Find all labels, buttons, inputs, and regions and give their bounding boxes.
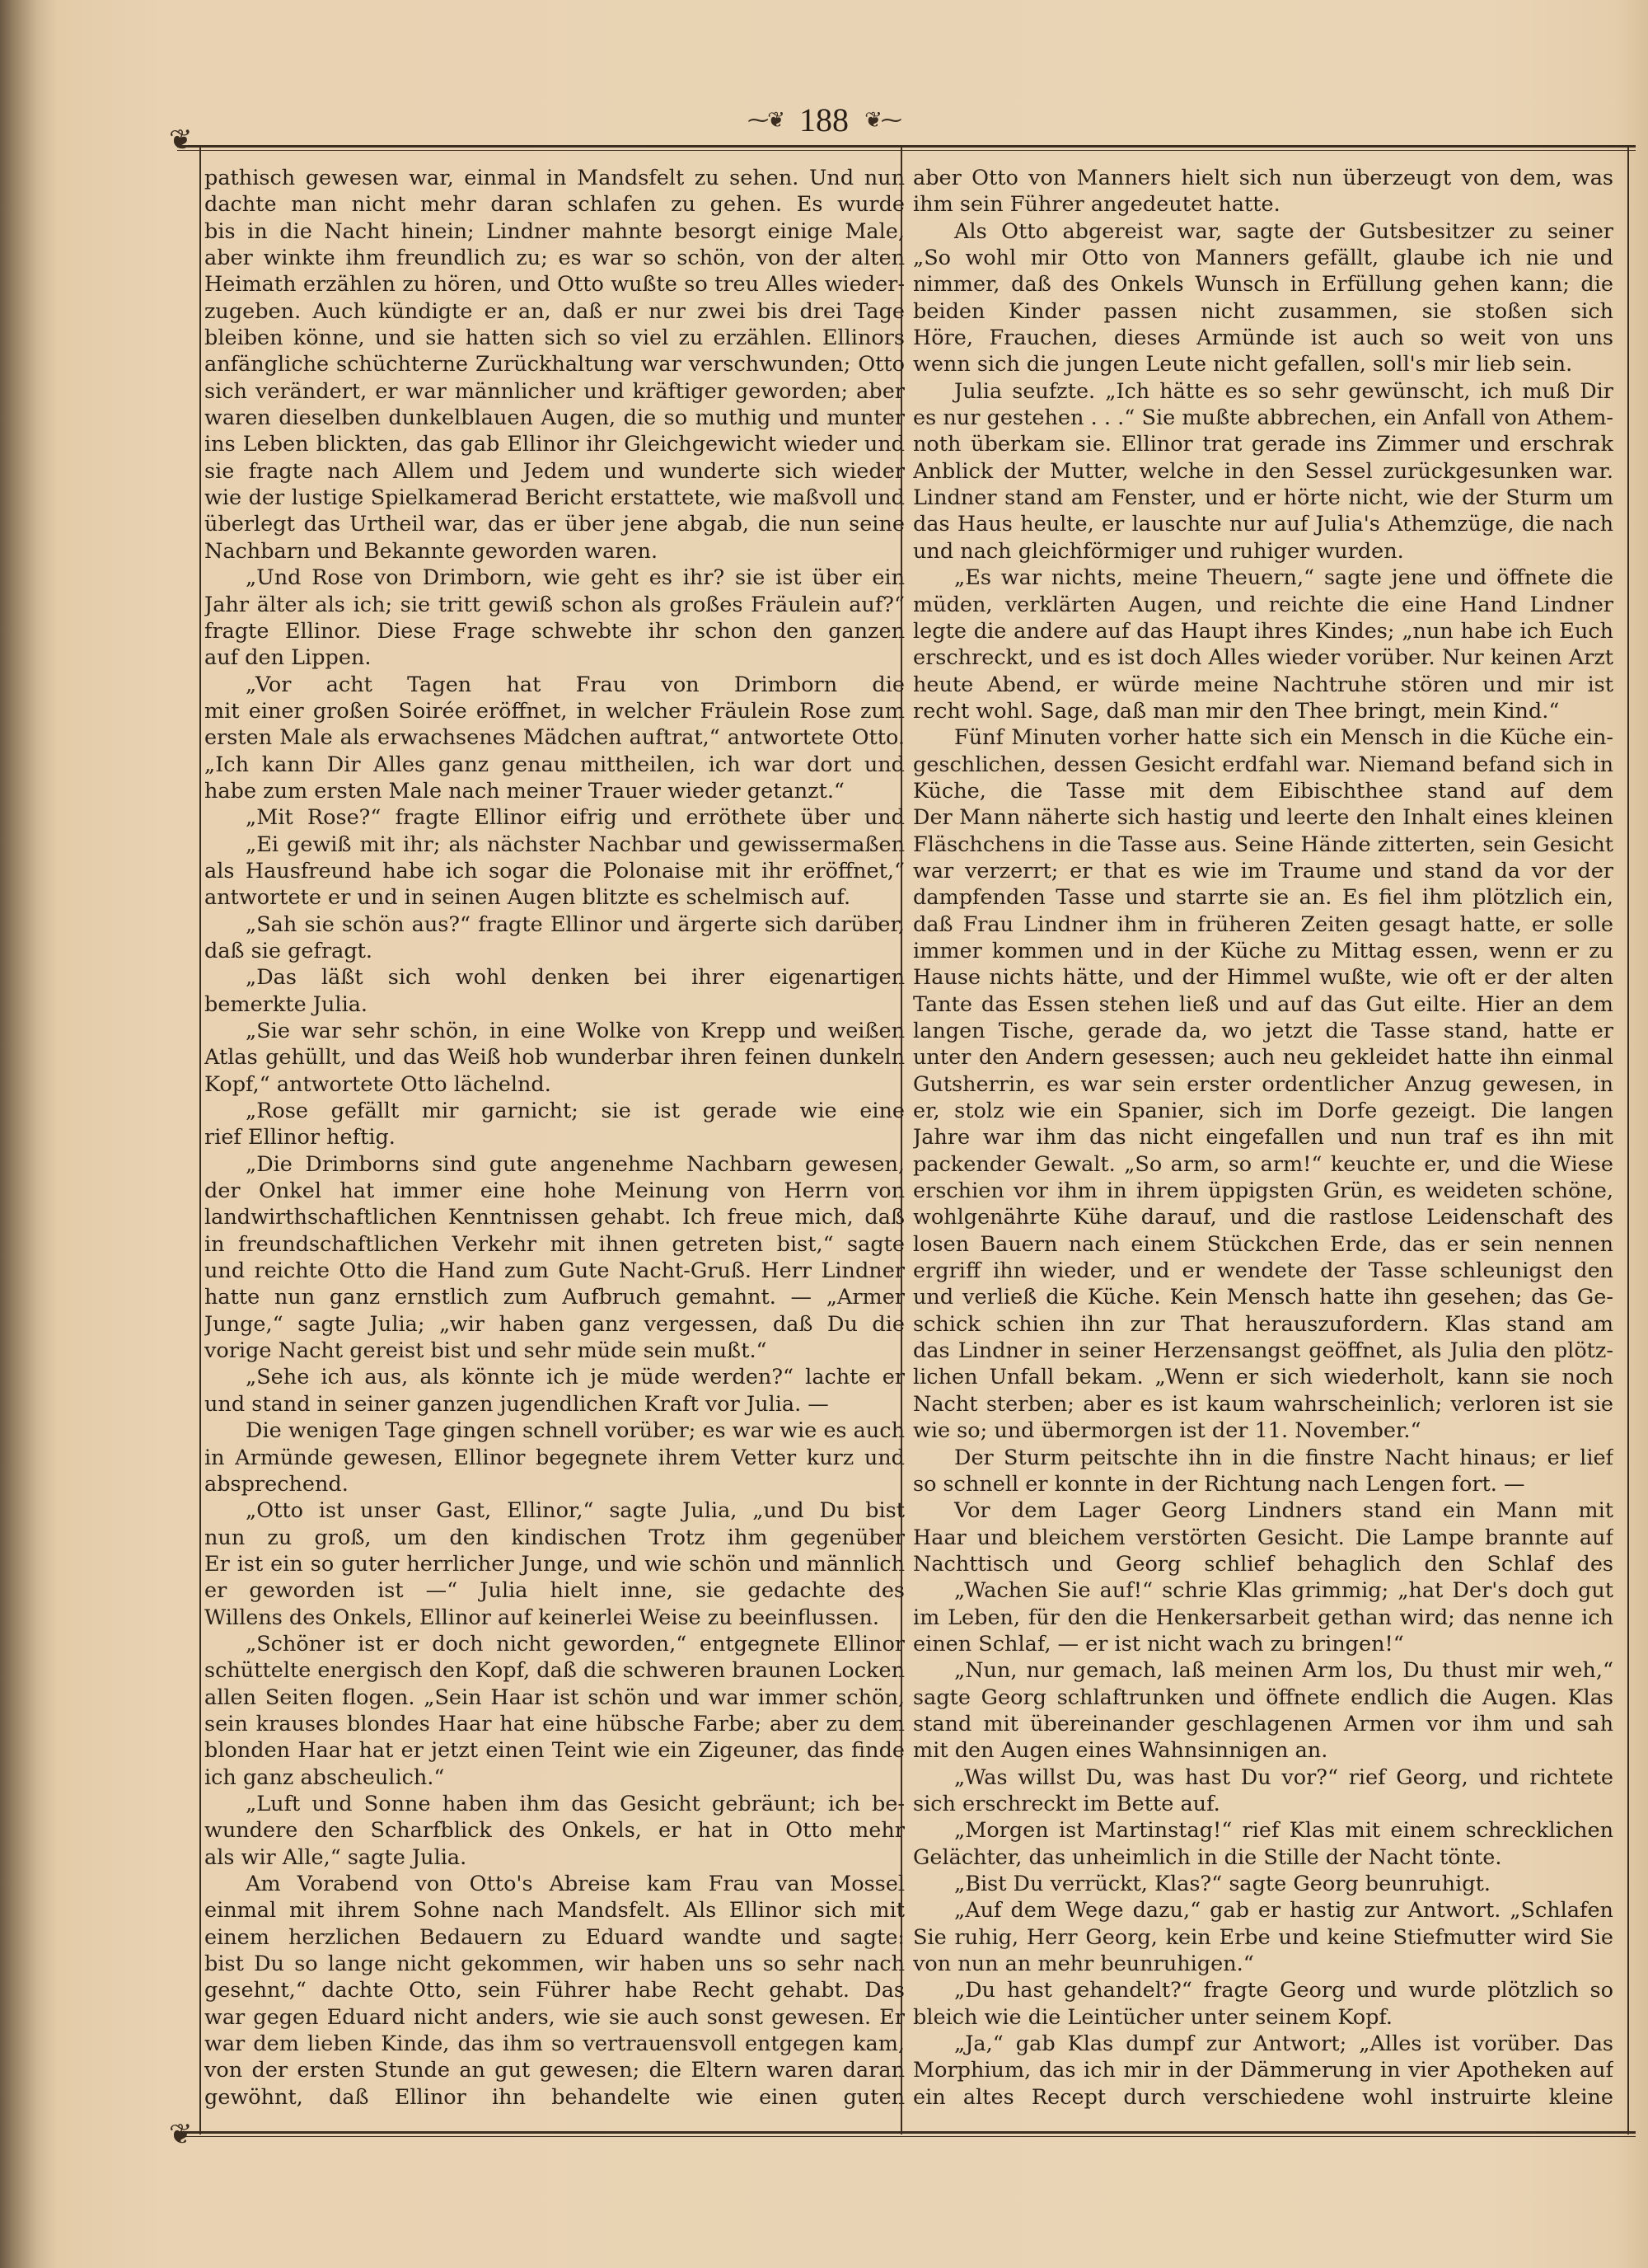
page-header bbox=[0, 101, 1648, 139]
text-line: geschlichen, dessen Gesicht erdfahl war. Niemand befand sich in bbox=[913, 752, 1613, 777]
text-line: Der Mann näherte sich hastig und leerte den Inhalt eines kleinen bbox=[913, 805, 1613, 831]
text-line: hatte nun ganz ernstlich zum Aufbruch gemahnt. — „Armer bbox=[204, 1285, 905, 1310]
text-line: mit den Augen eines Wahnsinnigen an. bbox=[913, 1738, 1328, 1764]
text-line: Jahre war ihm das nicht eingefallen und nun traf es ihn mit bbox=[913, 1125, 1613, 1150]
text-line: „Luft und Sonne haben ihm das Gesicht gebräunt; ich be- bbox=[246, 1791, 905, 1816]
paragraph bbox=[204, 1631, 905, 1791]
text-line: legte die andere auf das Haupt ihres Kindes; „nun habe ich Euch bbox=[913, 618, 1613, 644]
text-line: „Mit Rose?“ fragte Ellinor eifrig und erröthete über und bbox=[246, 805, 905, 831]
text-line: von nun an mehr beunruhigen.“ bbox=[913, 1952, 1254, 1977]
paragraph bbox=[913, 2031, 1613, 2111]
right-frame-line bbox=[1627, 147, 1629, 2134]
text-line: müden, verklärten Augen, und reichte die eine Hand Lindner bbox=[913, 592, 1613, 617]
text-line: es nur gestehen . . .“ Sie mußte abbrechen, ein Anfall von Athem- bbox=[913, 405, 1613, 431]
top-rule bbox=[177, 145, 1636, 151]
text-line: noth überkam sie. Ellinor trat gerade ins Zimmer und erschrak bbox=[913, 432, 1613, 457]
text-line: und stand in seiner ganzen jugendlichen Kraft vor Julia. — bbox=[204, 1391, 829, 1417]
text-line: nun zu groß, um den kindischen Trotz ihm gegenüber bbox=[204, 1525, 905, 1550]
ornament-right-icon: ❦⁓ bbox=[864, 107, 901, 133]
text-line: Er ist ein so guter herrlicher Junge, und wie schön und männlich bbox=[204, 1551, 905, 1577]
text-line: Fläschchens in die Tasse aus. Seine Hände zitterten, sein Gesicht bbox=[913, 832, 1613, 857]
text-line: in Armünde gewesen, Ellinor begegnete ihrem Vetter kurz und bbox=[204, 1445, 905, 1470]
paragraph bbox=[913, 565, 1613, 724]
text-line: sie fragte nach Allem und Jedem und wunderte sich wieder bbox=[204, 458, 905, 484]
text-line: von der ersten Stunde an gut gewesen; die Eltern waren daran bbox=[204, 2058, 905, 2083]
text-line: wenn sich die jungen Leute nicht gefallen, soll's mir lieb sein. bbox=[913, 352, 1573, 377]
paragraph bbox=[204, 1098, 905, 1151]
text-line: „Wachen Sie auf!“ schrie Klas grimmig; „hat Der's doch gut bbox=[954, 1578, 1613, 1604]
text-line: Nachbarn und Bekannte geworden waren. bbox=[204, 538, 658, 564]
text-line: „Auf dem Wege dazu,“ gab er hastig zur Antwort. „Schlafen bbox=[954, 1898, 1613, 1924]
text-line: „Bist Du verrückt, Klas?“ sagte Georg beunruhigt. bbox=[954, 1872, 1491, 1896]
text-line: pathisch gewesen war, einmal in Mandsfelt zu sehen. Und nun bbox=[204, 166, 905, 190]
text-line: im Leben, für den die Henkersarbeit gethan wird; das nenne ich bbox=[913, 1605, 1613, 1630]
text-line: daß sie gefragt. bbox=[204, 938, 373, 963]
text-line: losen Bauern nach einem Stückchen Erde, das er sein nennen bbox=[913, 1231, 1613, 1257]
text-line: immer kommen und in der Küche zu Mittag essen, wenn er zu bbox=[913, 938, 1613, 963]
corner-ornament-icon: ❦ bbox=[169, 124, 193, 157]
text-line: fragte Ellinor. Diese Frage schwebte ihr schon den ganzen bbox=[204, 618, 905, 644]
text-line: „Vor acht Tagen hat Frau von Drimborn die bbox=[246, 672, 905, 697]
text-line: und nach gleichförmiger und ruhiger wurden. bbox=[913, 538, 1404, 564]
paragraph bbox=[204, 804, 905, 831]
text-line: Als Otto abgereist war, sagte der Gutsbesitzer zu seiner bbox=[954, 218, 1613, 244]
text-line: lichen Unfall bekam. „Wenn er sich wiederholt, kann sie noch bbox=[913, 1365, 1613, 1390]
text-line: Nacht sterben; aber es ist kaum wahrscheinlich; verloren ist sie bbox=[913, 1391, 1613, 1417]
text-line: schüttelte energisch den Kopf, daß die schweren braunen Locken bbox=[204, 1658, 905, 1684]
text-line: Höre, Frauchen, dieses Armünde ist auch so weit von uns bbox=[913, 326, 1613, 351]
text-line: „Schöner ist er doch nicht geworden,“ entgegnete Ellinor bbox=[246, 1631, 905, 1656]
paragraph bbox=[204, 1418, 905, 1497]
text-line: sich erschreckt im Bette auf. bbox=[913, 1791, 1220, 1816]
paragraph bbox=[204, 1871, 905, 2111]
text-line: „Und Rose von Drimborn, wie geht es ihr? sie ist über ein bbox=[246, 565, 905, 591]
text-line: vorige Nacht gereist bist und sehr müde sein mußt.“ bbox=[204, 1338, 767, 1364]
paragraph bbox=[204, 1791, 905, 1871]
text-line: ich ganz abscheulich.“ bbox=[204, 1764, 445, 1790]
text-line: „Es war nichts, meine Theuern,“ sagte jene und öffnete die bbox=[954, 565, 1613, 591]
text-line: landwirthschaftlichen Kenntnissen gehabt. Ich freue mich, daß bbox=[204, 1205, 905, 1230]
paragraph bbox=[204, 964, 905, 1018]
text-line: „Rose gefällt mir garnicht; sie ist gerade wie eine bbox=[246, 1099, 905, 1124]
text-line: Kopf,“ antwortete Otto lächelnd. bbox=[204, 1071, 551, 1097]
paragraph bbox=[913, 1497, 1613, 1577]
text-column-left bbox=[204, 165, 905, 2111]
text-line: „Otto ist unser Gast, Ellinor,“ sagte Julia, „und Du bist bbox=[246, 1498, 905, 1524]
text-line: aber Otto von Manners hielt sich nun überzeugt von dem, was bbox=[913, 166, 1613, 190]
text-line: erschreckt, und es ist doch Alles wieder vorüber. Nur keinen Arzt bbox=[913, 645, 1613, 671]
paragraph bbox=[913, 1657, 1613, 1764]
text-line: bleich wie die Leintücher unter seinem Kopf. bbox=[913, 2004, 1393, 2030]
paragraph bbox=[913, 1764, 1613, 1818]
text-line: sich verändert, er war männlicher und kräftiger geworden; aber bbox=[204, 378, 905, 404]
text-line: sein krauses blondes Haar hat eine hübsche Farbe; aber zu dem bbox=[204, 1711, 905, 1736]
text-line: „Die Drimborns sind gute angenehme Nachbarn gewesen, bbox=[246, 1151, 905, 1177]
text-line: Jahr älter als ich; sie tritt gewiß schon als großes Fräulein auf?“ bbox=[204, 592, 905, 617]
paragraph bbox=[913, 724, 1613, 1444]
text-line: rief Ellinor heftig. bbox=[204, 1125, 396, 1150]
text-line: einmal mit ihrem Sohne nach Mandsfelt. Als Ellinor sich mit bbox=[204, 1898, 905, 1924]
paragraph bbox=[913, 1871, 1613, 1897]
text-line: bis in die Nacht hinein; Lindner mahnte besorgt einige Male, bbox=[204, 218, 905, 244]
text-line: das Haus heulte, er lauschte nur auf Julia's Athemzüge, die nach bbox=[913, 512, 1613, 537]
text-line: wie der lustige Spielkamerad Bericht erstattete, wie maßvoll und bbox=[204, 485, 905, 511]
text-line: auf den Lippen. bbox=[204, 645, 372, 671]
text-line: ihm sein Führer angedeutet hatte. bbox=[913, 192, 1280, 218]
text-line: Anblick der Mutter, welche in den Sessel zurückgesunken war. bbox=[913, 458, 1613, 484]
text-line: daß Frau Lindner ihm in früheren Zeiten gesagt hatte, er solle bbox=[913, 911, 1613, 937]
text-line: ergriff ihn wieder, und er wendete der Tasse schleunigst den bbox=[913, 1258, 1613, 1284]
text-line: anfängliche schüchterne Zurückhaltung war verschwunden; Otto bbox=[204, 352, 905, 377]
text-line: der Onkel hat immer eine hohe Meinung von Herrn von bbox=[204, 1179, 905, 1204]
text-line: mit einer großen Soirée eröffnet, in welcher Fräulein Rose zum bbox=[204, 698, 905, 724]
text-line: Lindner stand am Fenster, und er hörte nicht, wie der Sturm um bbox=[913, 485, 1613, 511]
text-line: beiden Kinder passen nicht zusammen, sie stoßen sich bbox=[913, 298, 1613, 324]
page-number: 188 bbox=[799, 101, 849, 138]
text-line: Morphium, das ich mir in der Dämmerung in vier Apotheken auf bbox=[913, 2058, 1613, 2083]
text-line: Julia seufzte. „Ich hätte es so sehr gewünscht, ich muß Dir bbox=[954, 378, 1613, 404]
text-line: recht wohl. Sage, daß man mir den Thee bringt, mein Kind.“ bbox=[913, 698, 1560, 724]
text-line: das Lindner in seiner Herzensangst geöffnet, als Julia den plötz- bbox=[913, 1338, 1613, 1364]
text-line: „Ja,“ gab Klas dumpf zur Antwort; „Alles ist vorüber. Das bbox=[954, 2031, 1613, 2057]
text-line: „Sehe ich aus, als könnte ich je müde werden?“ lachte er bbox=[246, 1365, 905, 1390]
text-line: gesehnt,“ dachte Otto, sein Führer habe Recht gehabt. Das bbox=[204, 1978, 905, 2003]
text-line: „Sah sie schön aus?“ fragte Ellinor und ärgerte sich darüber, bbox=[246, 911, 905, 937]
text-line: Fünf Minuten vorher hatte sich ein Mensch in die Küche ein- bbox=[954, 725, 1613, 751]
paragraph bbox=[913, 1577, 1613, 1657]
text-line: einem herzlichen Bedauern zu Eduard wandte und sagte: bbox=[204, 1924, 905, 1950]
text-line: war gegen Eduard nicht anders, wie sie auch sonst gewesen. Er bbox=[204, 2004, 905, 2030]
paragraph bbox=[913, 1445, 1613, 1498]
text-line: schick schien ihn zur That herauszufordern. Klas stand am bbox=[913, 1311, 1613, 1337]
text-line: „Du hast gehandelt?“ fragte Georg und wurde plötzlich so bbox=[954, 1978, 1613, 2003]
text-line: dachte man nicht mehr daran schlafen zu gehen. Es wurde bbox=[204, 192, 905, 218]
text-line: bist Du so lange nicht gekommen, wir haben uns so sehr nach bbox=[204, 1952, 905, 1977]
text-line: stand mit übereinander geschlagenen Armen vor ihm und sah bbox=[913, 1711, 1613, 1736]
text-line: „Was willst Du, was hast Du vor?“ rief Georg, und richtete bbox=[954, 1764, 1613, 1790]
paragraph bbox=[204, 832, 905, 911]
paragraph bbox=[913, 1897, 1613, 1977]
text-line: langen Tische, gerade da, wo jetzt die Tasse stand, hatte er bbox=[913, 1019, 1613, 1043]
text-line: wie so; und übermorgen ist der 11. November.“ bbox=[913, 1418, 1421, 1444]
text-line: habe zum ersten Male nach meiner Trauer wieder getanzt.“ bbox=[204, 778, 845, 804]
text-line: und reichte Otto die Hand zum Gute Nacht-Gruß. Herr Lindner bbox=[204, 1258, 905, 1284]
paragraph bbox=[913, 1817, 1613, 1871]
text-line: Am Vorabend von Otto's Abreise kam Frau van Mossel bbox=[246, 1872, 905, 1896]
text-line: dampfenden Tasse und starrte sie an. Es fiel ihm plötzlich ein, bbox=[913, 885, 1613, 911]
text-line: als wir Alle,“ sagte Julia. bbox=[204, 1844, 467, 1870]
bottom-rule bbox=[177, 2131, 1636, 2137]
text-line: „Ei gewiß mit ihr; als nächster Nachbar und gewissermaßen bbox=[246, 832, 905, 857]
text-line: „Sie war sehr schön, in eine Wolke von Krepp und weißen bbox=[246, 1019, 905, 1043]
text-line: in freundschaftlichen Verkehr mit ihnen getreten bist,“ sagte bbox=[204, 1231, 905, 1257]
paragraph bbox=[204, 1497, 905, 1631]
text-line: wundere den Scharfblick des Onkels, er hat in Otto mehr bbox=[204, 1818, 905, 1844]
text-line: „Ich kann Dir Alles ganz genau mittheilen, ich war dort und bbox=[204, 752, 905, 777]
text-line: überlegt das Urtheil war, das er über jene abgab, die nun seine bbox=[204, 512, 905, 537]
text-line: packender Gewalt. „So arm, so arm!“ keuchte er, und die Wiese bbox=[913, 1151, 1613, 1177]
paragraph bbox=[204, 1018, 905, 1098]
text-line: war dem lieben Kinde, das ihm so vertrauensvoll entgegen kam, bbox=[204, 2031, 905, 2057]
text-line: so schnell er konnte in der Richtung nach Lengen fort. — bbox=[913, 1471, 1525, 1497]
text-line: Tante das Essen stehen ließ und auf das Gut eilte. Hier an dem bbox=[913, 991, 1613, 1017]
paragraph bbox=[913, 218, 1613, 378]
paragraph bbox=[913, 1977, 1613, 2031]
text-line: „Das läßt sich wohl denken bei ihrer eigenartigen bbox=[246, 965, 905, 991]
text-line: er geworden ist —“ Julia hielt inne, sie gedachte des bbox=[204, 1578, 905, 1604]
text-line: bemerkte Julia. bbox=[204, 991, 368, 1017]
ornament-left-icon: ⁓❦ bbox=[747, 107, 784, 133]
text-column-right bbox=[913, 165, 1613, 2111]
text-line: er, stolz wie ein Spanier, sich im Dorfe gezeigt. Die langen bbox=[913, 1099, 1613, 1124]
paragraph bbox=[913, 378, 1613, 565]
text-line: und verließ die Küche. Kein Mensch hatte ihn gesehen; das Ge- bbox=[913, 1285, 1613, 1310]
text-line: bleiben könne, und sie hatten sich so viel zu erzählen. Ellinors bbox=[204, 326, 905, 351]
text-line: Vor dem Lager Georg Lindners stand ein Mann mit bbox=[954, 1498, 1613, 1524]
text-line: blonden Haar hat er jetzt einen Teint wie ein Zigeuner, das finde bbox=[204, 1738, 905, 1764]
text-line: „So wohl mir Otto von Manners gefällt, glaube ich nie und bbox=[913, 246, 1613, 271]
text-line: antwortete er und in seinen Augen blitzte es schelmisch auf. bbox=[204, 885, 851, 911]
text-line: war verzerrt; er that es wie im Traume und stand da vor der bbox=[913, 858, 1613, 883]
text-line: Junge,“ sagte Julia; „wir haben ganz vergessen, daß Du die bbox=[204, 1311, 905, 1337]
text-line: „Morgen ist Martinstag!“ rief Klas mit einem schrecklichen bbox=[954, 1818, 1613, 1844]
text-line: aber winkte ihm freundlich zu; es war so schön, von der alten bbox=[204, 246, 905, 271]
text-line: zugeben. Auch kündigte er an, daß er nur zwei bis drei Tage bbox=[204, 298, 905, 324]
text-line: allen Seiten flogen. „Sein Haar ist schön und war immer schön, bbox=[204, 1685, 905, 1710]
text-line: wohlgenährte Kühe darauf, und die rastlose Leidenschaft des bbox=[913, 1205, 1613, 1230]
paragraph bbox=[204, 672, 905, 805]
text-line: sagte Georg schlaftrunken und öffnete endlich die Augen. Klas bbox=[913, 1685, 1613, 1710]
text-line: nimmer, daß des Onkels Wunsch in Erfüllung gehen kann; die bbox=[913, 272, 1613, 298]
paragraph bbox=[204, 911, 905, 965]
text-line: Der Sturm peitschte ihn in die finstre Nacht hinaus; er lief bbox=[954, 1445, 1613, 1470]
text-line: Die wenigen Tage gingen schnell vorüber; es war wie es auch bbox=[246, 1418, 905, 1444]
text-line: einen Schlaf, — er ist nicht wach zu bringen!“ bbox=[913, 1631, 1404, 1656]
paragraph bbox=[204, 1151, 905, 1365]
text-line: waren dieselben dunkelblauen Augen, die so muthig und munter bbox=[204, 405, 905, 431]
text-line: Atlas gehüllt, und das Weiß hob wunderbar ihren feinen dunkeln bbox=[204, 1045, 905, 1071]
text-line: ersten Male als erwachsenes Mädchen auftrat,“ antwortete Otto. bbox=[204, 725, 905, 751]
text-line: erschien vor ihm in ihrem üppigsten Grün, es weideten schöne, bbox=[913, 1179, 1613, 1204]
text-line: „Nun, nur gemach, laß meinen Arm los, Du thust mir weh,“ bbox=[954, 1658, 1613, 1684]
text-line: Hause nichts hätte, und der Himmel wußte, wie oft er der alten bbox=[913, 965, 1613, 991]
text-line: Haar und bleichem verstörten Gesicht. Die Lampe brannte auf bbox=[913, 1525, 1613, 1550]
text-line: Gutsherrin, es war sein erster ordentlicher Anzug gewesen, in bbox=[913, 1071, 1613, 1097]
text-line: absprechend. bbox=[204, 1471, 349, 1497]
text-line: als Hausfreund habe ich sogar die Polonaise mit ihr eröffnet,“ bbox=[204, 858, 905, 883]
paragraph bbox=[204, 565, 905, 671]
left-frame-line bbox=[199, 147, 201, 2134]
text-line: ein altes Recept durch verschiedene wohl instruirte kleine bbox=[913, 2084, 1613, 2110]
text-line: unter den Andern gesessen; auch neu gekleidet hatte ihn einmal bbox=[913, 1045, 1613, 1071]
paragraph bbox=[204, 1364, 905, 1418]
text-line: Küche, die Tasse mit dem Eibischthee stand auf dem bbox=[913, 778, 1613, 804]
text-line: Gelächter, das unheimlich in die Stille der Nacht tönte. bbox=[913, 1844, 1502, 1870]
corner-ornament-icon: ❦ bbox=[169, 2118, 193, 2151]
paragraph bbox=[913, 165, 1613, 218]
text-line: Nachttisch und Georg schlief behaglich den Schlaf des bbox=[913, 1551, 1613, 1577]
paragraph bbox=[204, 165, 905, 565]
text-line: Sie ruhig, Herr Georg, kein Erbe und keine Stiefmutter wird Sie bbox=[913, 1924, 1613, 1950]
text-line: heute Abend, er würde meine Nachtruhe stören und mir ist bbox=[913, 672, 1613, 697]
text-line: gewöhnt, daß Ellinor ihn behandelte wie einen guten bbox=[204, 2084, 905, 2110]
text-line: Willens des Onkels, Ellinor auf keinerlei Weise zu beeinflussen. bbox=[204, 1605, 880, 1630]
text-line: ins Leben blickten, das gab Ellinor ihr Gleichgewicht wieder und bbox=[204, 432, 905, 457]
text-line: Heimath erzählen zu hören, und Otto wußte so treu Alles wieder- bbox=[204, 272, 905, 298]
